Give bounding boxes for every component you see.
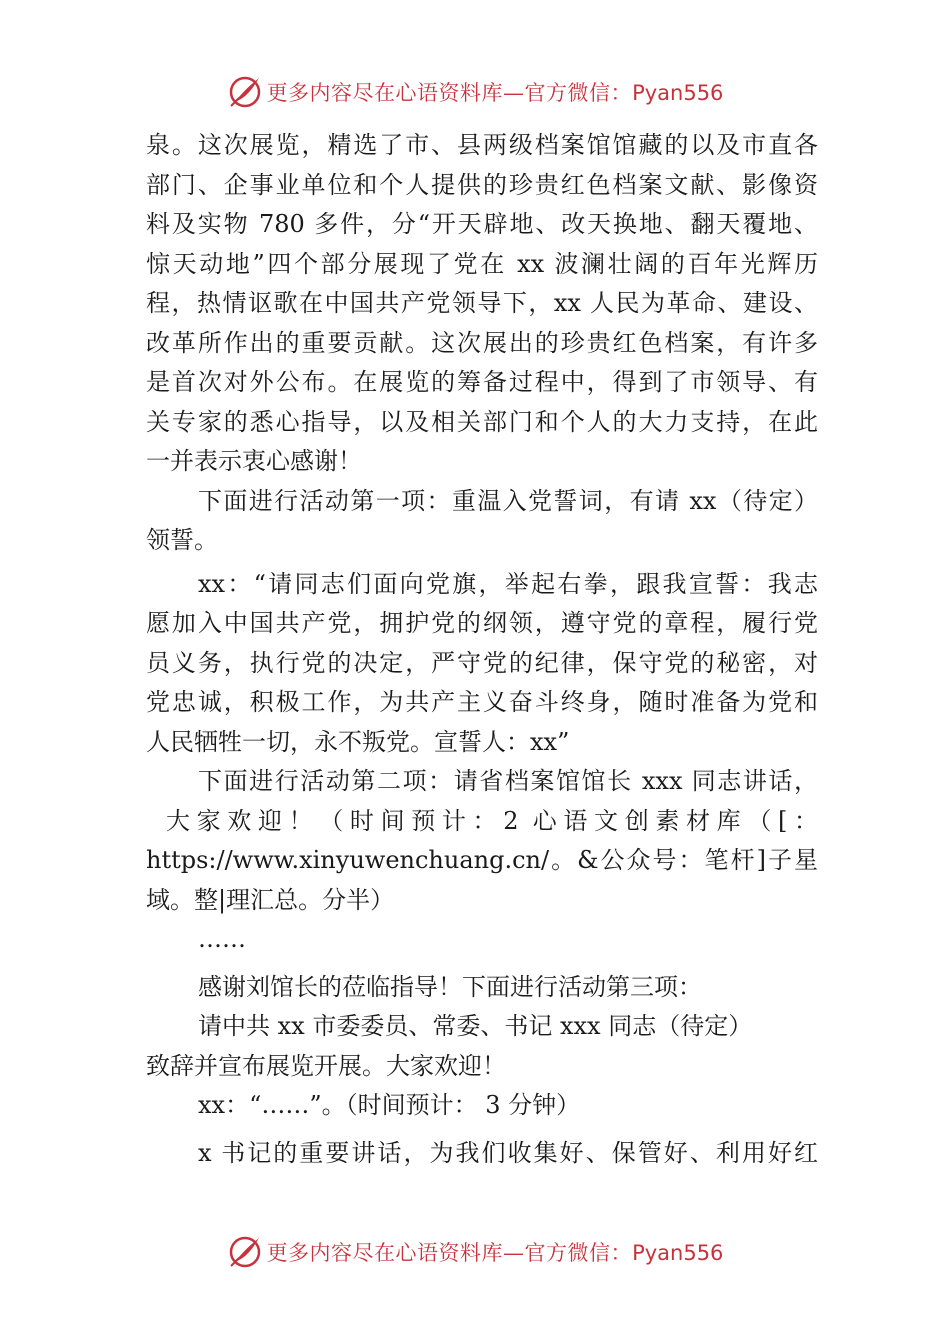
paragraph	[146, 126, 818, 482]
watermark-text: 更多内容尽在心语资料库—官方微信：Pyan556	[266, 1241, 724, 1265]
text-line: 员义务，执行党的决定，严守党的纪律，保守党的秘密，对	[146, 648, 818, 677]
paragraph	[146, 920, 818, 960]
text-line: 域。整|理汇总。分半）	[146, 885, 395, 914]
text-line: 部门、企事业单位和个人提供的珍贵红色档案文献、影像资	[146, 170, 818, 199]
text-line: x 书记的重要讲话，为我们收集好、保管好、利用好红	[198, 1138, 818, 1167]
paragraph	[146, 1134, 818, 1174]
paragraph	[146, 968, 818, 1008]
watermark-text: 更多内容尽在心语资料库—官方微信：Pyan556	[266, 81, 724, 105]
text-line: https://www.xinyuwenchuang.cn/。&公众号：笔杆]子星	[146, 846, 818, 874]
text-line: 党忠诚，积极工作，为共产主义奋斗终身，随时准备为党和	[146, 688, 818, 716]
text-line: 一并表示衷心感谢！	[146, 447, 362, 475]
text-line: 下面进行活动第二项：请省档案馆馆长 xxx 同志讲话，	[198, 767, 818, 795]
paragraph	[146, 482, 818, 561]
text-line: 是首次对外公布。在展览的筹备过程中，得到了市领导、有	[146, 368, 818, 396]
text-line: 泉。这次展览，精选了市、县两级档案馆馆藏的以及市直各	[146, 131, 818, 159]
text-line: 大家欢迎！（时间预计：2 心语文创素材库（[：	[166, 806, 818, 835]
document-body	[146, 126, 818, 1173]
text-line: xx：“……”。（时间预计： 3 分钟）	[198, 1091, 581, 1119]
quill-logo-icon	[227, 74, 263, 110]
header-watermark	[0, 72, 950, 112]
text-line: 致辞并宣布展览开展。大家欢迎！	[146, 1051, 506, 1080]
text-line: ……	[198, 925, 246, 953]
text-line: 愿加入中国共产党，拥护党的纲领，遵守党的章程，履行党	[146, 609, 818, 637]
text-line: 惊天动地”四个部分展现了党在 xx 波澜壮阔的百年光辉历	[146, 249, 818, 278]
text-line: 改革所作出的重要贡献。这次展出的珍贵红色档案，有许多	[146, 328, 818, 357]
text-line: 领誓。	[146, 526, 218, 554]
text-line: 料及实物 780 多件，分“开天辟地、改天换地、翻天覆地、	[146, 210, 818, 238]
paragraph	[146, 1007, 818, 1086]
text-line: 请中共 xx 市委委员、常委、书记 xxx 同志（待定）	[198, 1012, 753, 1040]
footer-watermark	[0, 1232, 950, 1272]
quill-logo-icon	[227, 1234, 263, 1270]
text-line: 感谢刘馆长的莅临指导！下面进行活动第三项：	[198, 972, 702, 1001]
paragraph	[146, 565, 818, 763]
text-line: xx：“请同志们面向党旗，举起右拳，跟我宣誓：我志	[198, 569, 818, 598]
paragraph	[146, 1086, 818, 1126]
text-line: 下面进行活动第一项：重温入党誓词，有请 xx（待定）	[198, 486, 818, 515]
text-line: 程，热情讴歌在中国共产党领导下，xx 人民为革命、建设、	[146, 289, 818, 317]
text-line: 关专家的悉心指导，以及相关部门和个人的大力支持，在此	[146, 407, 818, 436]
paragraph	[146, 762, 818, 920]
text-line: 人民牺牲一切，永不叛党。宣誓人：xx”	[146, 727, 570, 756]
